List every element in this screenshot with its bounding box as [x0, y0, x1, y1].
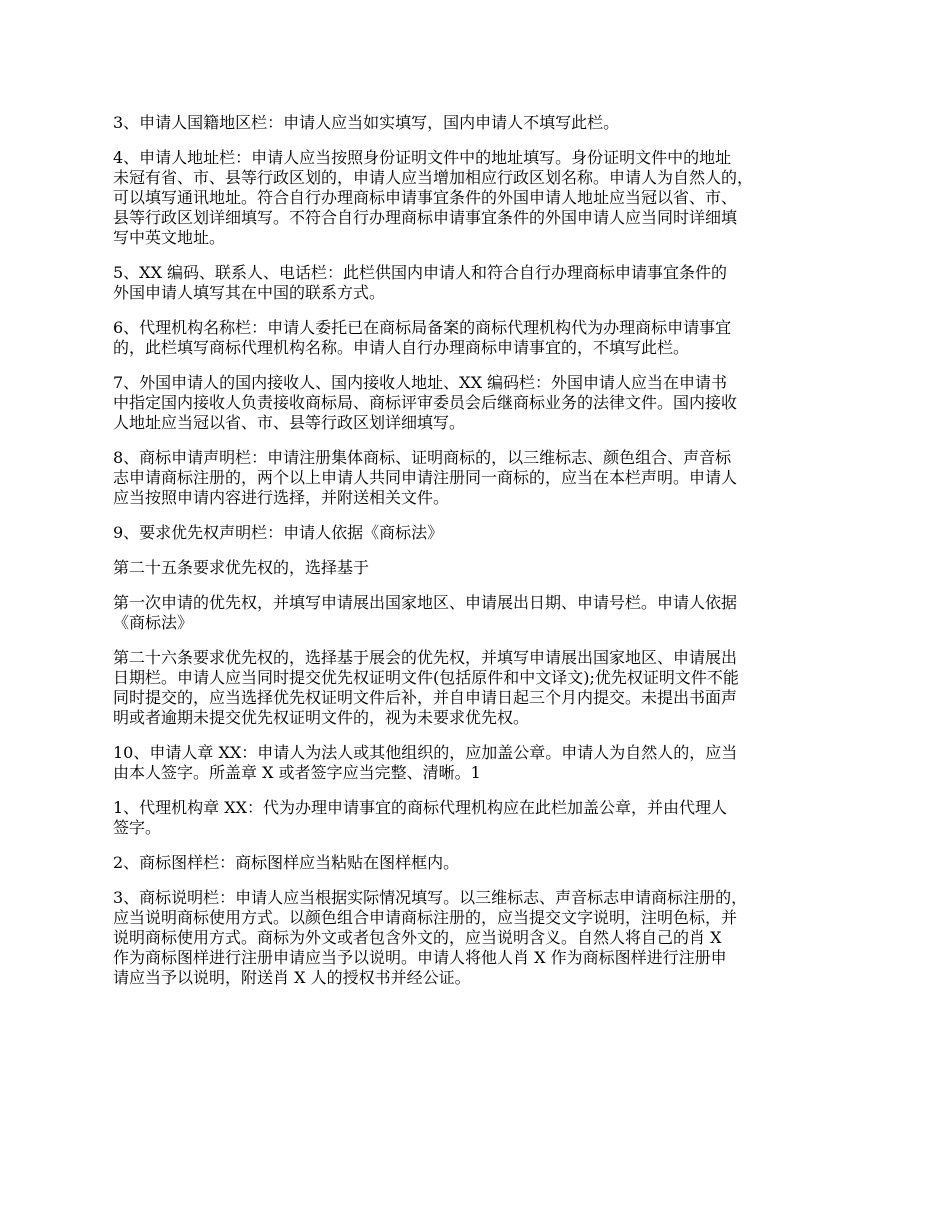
text-line: 3、申请人国籍地区栏：申请人应当如实填写，国内申请人不填写此栏。	[113, 113, 620, 132]
text-line: 未冠有省、市、县等行政区划的，申请人应当增加相应行政区划名称。申请人为自然人的，	[113, 168, 754, 187]
text-line: 10、申请人章 XX：申请人为法人或其他组织的，应加盖公章。申请人为自然人的，应当	[113, 743, 738, 762]
text-line: 签字。	[113, 818, 162, 837]
paragraph-agency-seal	[113, 798, 841, 838]
text-line: 2、商标图样栏：商标图样应当粘贴在图样框内。	[113, 853, 460, 872]
text-line: 写中英文地址。	[113, 228, 226, 247]
paragraph-declaration	[113, 448, 841, 508]
text-line: 《商标法》	[113, 613, 194, 632]
text-line: 第二十六条要求优先权的，选择基于展会的优先权，并填写申请展出国家地区、申请展出	[113, 648, 738, 667]
text-line: 请应当予以说明，附送肖 X 人的授权书并经公证。	[113, 968, 471, 987]
paragraph-address	[113, 148, 841, 248]
paragraph-trademark-description	[113, 888, 841, 988]
text-line: 5、XX 编码、联系人、电话栏：此栏供国内申请人和符合自行办理商标申请事宜条件的	[113, 263, 728, 282]
text-line: 4、申请人地址栏：申请人应当按照身份证明文件中的地址填写。身份证明文件中的地址	[113, 148, 732, 167]
text-line: 1、代理机构章 XX：代为办理申请事宜的商标代理机构应在此栏加盖公章，并由代理人	[113, 798, 728, 817]
text-line: 第二十五条要求优先权的，选择基于	[113, 558, 370, 577]
paragraph-article-26	[113, 648, 841, 728]
text-line: 的，此栏填写商标代理机构名称。申请人自行办理商标申请事宜的，不填写此栏。	[113, 338, 690, 357]
text-line: 第一次申请的优先权，并填写申请展出国家地区、申请展出日期、申请号栏。申请人依据	[113, 593, 738, 612]
text-line: 应当说明商标使用方式。以颜色组合申请商标注册的，应当提交文字说明，注明色标，并	[113, 908, 738, 927]
paragraph-first-application	[113, 593, 841, 633]
text-line: 9、要求优先权声明栏：申请人依据《商标法》	[113, 523, 444, 542]
text-line: 应当按照申请内容进行选择，并附送相关文件。	[113, 488, 450, 507]
paragraph-nationality	[113, 113, 841, 133]
paragraph-applicant-seal	[113, 743, 841, 783]
paragraph-trademark-image	[113, 853, 841, 873]
text-line: 7、外国申请人的国内接收人、国内接收人地址、XX 编码栏：外国申请人应当在申请书	[113, 373, 728, 392]
paragraph-domestic-receiver	[113, 373, 841, 433]
text-line: 6、代理机构名称栏：申请人委托已在商标局备案的商标代理机构代为办理商标申请事宜	[113, 318, 732, 337]
text-line: 明或者逾期未提交优先权证明文件的，视为未要求优先权。	[113, 708, 530, 727]
text-line: 8、商标申请声明栏：申请注册集体商标、证明商标的，以三维标志、颜色组合、声音标	[113, 448, 732, 467]
paragraph-contact	[113, 263, 841, 303]
text-line: 同时提交的，应当选择优先权证明文件后补，并自申请日起三个月内提交。未提出书面声	[113, 688, 738, 707]
text-line: 外国申请人填写其在中国的联系方式。	[113, 283, 386, 302]
text-line: 由本人签字。所盖章 X 或者签字应当完整、清晰。1	[113, 763, 481, 782]
document-body	[113, 113, 841, 1003]
text-line: 说明商标使用方式。商标为外文或者包含外文的，应当说明含义。自然人将自己的肖 X	[113, 928, 722, 947]
text-line: 志申请商标注册的，两个以上申请人共同申请注册同一商标的，应当在本栏声明。申请人	[113, 468, 738, 487]
paragraph-agency-name	[113, 318, 841, 358]
paragraph-priority-claim	[113, 523, 841, 543]
text-line: 3、商标说明栏：申请人应当根据实际情况填写。以三维标志、声音标志申请商标注册的，	[113, 888, 748, 907]
paragraph-article-25	[113, 558, 841, 578]
text-line: 中指定国内接收人负责接收商标局、商标评审委员会后继商标业务的法律文件。国内接收	[113, 393, 738, 412]
text-line: 作为商标图样进行注册申请应当予以说明。申请人将他人肖 X 作为商标图样进行注册申	[113, 948, 727, 967]
text-line: 可以填写通讯地址。符合自行办理商标申请事宜条件的外国申请人地址应当冠以省、市、	[113, 188, 738, 207]
text-line: 县等行政区划详细填写。不符合自行办理商标申请事宜条件的外国申请人应当同时详细填	[113, 208, 738, 227]
text-line: 人地址应当冠以省、市、县等行政区划详细填写。	[113, 413, 466, 432]
text-line: 日期栏。申请人应当同时提交优先权证明文件(包括原件和中文译文);优先权证明文件不能	[113, 668, 739, 687]
